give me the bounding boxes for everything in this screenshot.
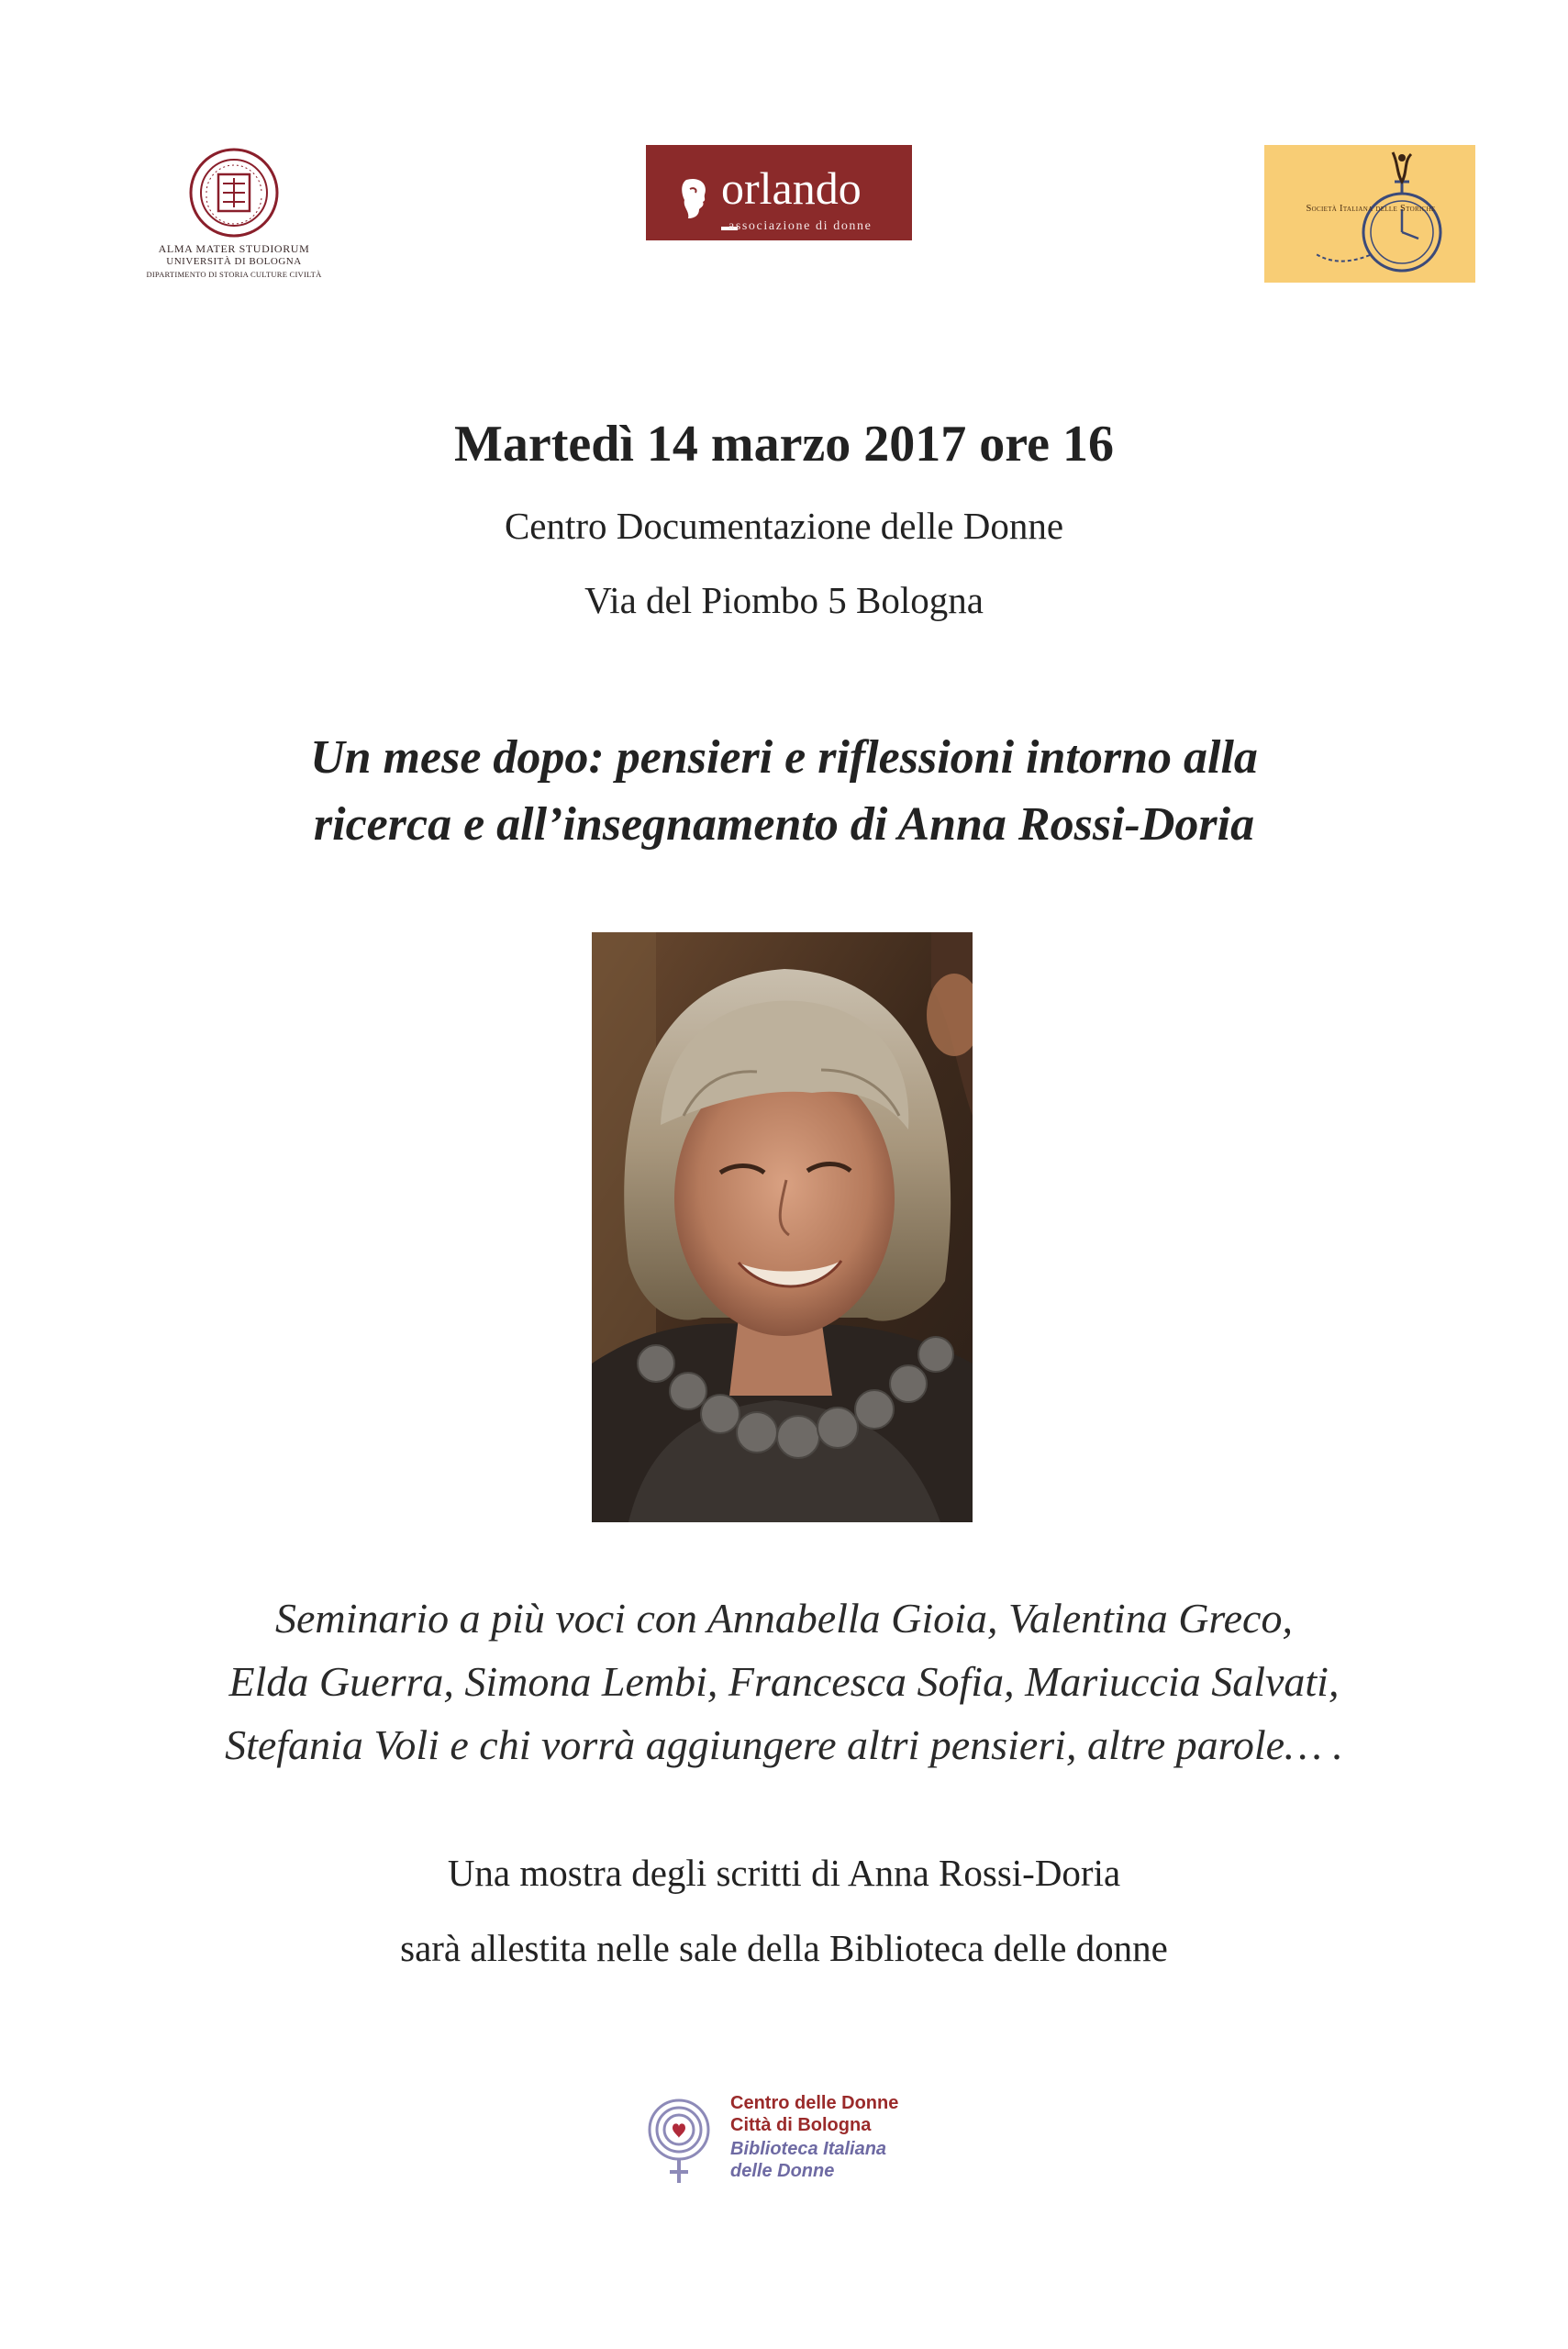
centro-donne-logo [642,2087,936,2198]
cdd-line-4: delle Donne [730,2161,835,2181]
cdd-line-1: Centro delle Donne [730,2093,899,2113]
cdd-line-2: Città di Bologna [730,2115,872,2135]
exhibit-line-2: sarà allestita nelle sale della Biblioteca delle donne [400,1927,1168,1969]
venue-address: Via del Piombo 5 Bologna [584,579,984,621]
unibo-logo [119,147,349,284]
speakers-line-3: Stefania Voli e chi vorrà aggiungere altri pensieri, altre parole… . [225,1721,1343,1768]
orlando-wordmark: orlando [721,162,862,214]
event-title-line-2: ricerca e all’insegnamento di Anna Rossi-Doria [313,798,1255,851]
unibo-line-2: UNIVERSITÀ DI BOLOGNA [166,256,302,267]
orlando-subtitle: associazione di donne [728,219,873,233]
speakers-line-1: Seminario a più voci con Annabella Gioia, Valentina Greco, [275,1595,1293,1642]
orlando-logo [646,145,912,240]
sis-name: Società Italiana delle Storiche [1306,204,1436,214]
cdd-line-3: Biblioteca Italiana [730,2139,887,2159]
event-date: Martedì 14 marzo 2017 ore 16 [454,416,1114,473]
speakers-line-2: Elda Guerra, Simona Lembi, Francesca Sofia, Mariuccia Salvati, [228,1658,1340,1705]
university-seal-icon [188,147,280,239]
venus-symbol-icon [642,2095,716,2187]
profile-silhouette-icon [679,176,710,220]
pocket-watch-icon [1264,145,1475,283]
venue-name: Centro Documentazione delle Donne [504,505,1064,547]
exhibit-line-1: Una mostra degli scritti di Anna Rossi-Doria [447,1852,1121,1894]
unibo-line-3: DIPARTIMENTO DI STORIA CULTURE CIVILTÀ [146,270,322,279]
unibo-line-1: ALMA MATER STUDIORUM [158,242,310,255]
event-title-line-1: Un mese dopo: pensieri e riflessioni intorno alla [310,731,1258,784]
portrait-photo [592,932,973,1522]
sis-logo [1264,145,1475,283]
